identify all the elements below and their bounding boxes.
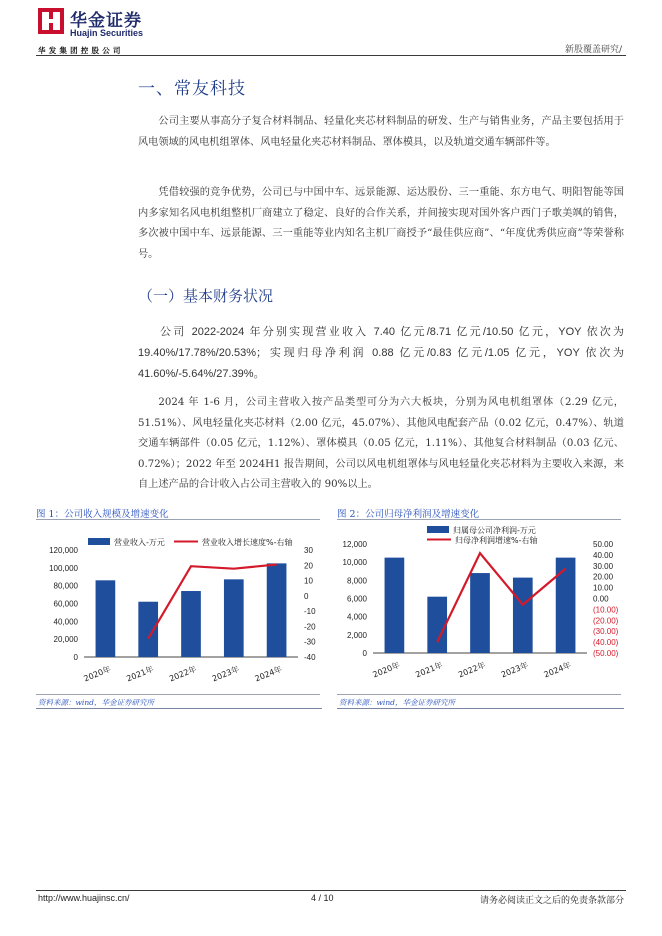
y-axis-tick-label: 40,000 <box>53 617 78 627</box>
figure-source: 资料来源：wind，华金证券研究所 <box>339 698 455 707</box>
bar-2020年 <box>385 558 405 653</box>
legend-label-line: 营业收入增长速度%-右轴 <box>202 538 293 547</box>
y2-axis-tick-label: -20 <box>304 622 316 632</box>
bar-2022年 <box>181 591 201 657</box>
y2-axis-tick-label: (40.00) <box>593 638 619 648</box>
figure-net-profit <box>337 506 623 702</box>
y2-axis-tick-label: -30 <box>304 637 316 647</box>
disclaimer-note: 请务必阅读正文之后的免责条款部分 <box>479 896 624 906</box>
y-axis-tick-label: 4,000 <box>346 612 367 622</box>
legend-label-bar: 归属母公司净利润-万元 <box>453 526 536 535</box>
x-axis-tick-label: 2020年 <box>371 660 402 680</box>
y-axis-tick-label: 20,000 <box>53 635 78 645</box>
x-axis-tick-label: 2020年 <box>82 664 113 684</box>
bar-2024年 <box>267 563 287 657</box>
y-axis-tick-label: 60,000 <box>53 599 78 609</box>
huajin-logo-icon <box>38 8 64 34</box>
source-rule <box>36 708 322 709</box>
y2-axis-tick-label: -10 <box>304 607 316 617</box>
y-axis-tick-label: 0 <box>73 653 78 662</box>
y-axis-tick-label: 8,000 <box>346 576 367 586</box>
y-axis-tick-label: 100,000 <box>49 563 78 573</box>
revenue-chart <box>36 519 322 695</box>
x-axis-tick-label: 2021年 <box>125 664 155 684</box>
brand-name-en: Huajin Securities <box>70 28 144 38</box>
y2-axis-tick-label: 0 <box>304 591 309 601</box>
x-axis-tick-label: 2021年 <box>414 660 444 680</box>
paragraph-business: 公司主要从事高分子复合材料制品、轻量化夹芯材料制品的研发、生产与销售业务，产品主要包括用于风电领域的风电机组罩体、风电轻量化夹芯材料制品、罩体模具，以及轨道交通车辆部件等。 <box>138 116 624 148</box>
y2-axis-tick-label: (50.00) <box>593 649 619 658</box>
legend-swatch-bar <box>88 538 110 545</box>
y-axis-tick-label: 120,000 <box>49 546 78 555</box>
figure-title: 图 2：公司归母净利润及增速变化 <box>337 509 480 520</box>
y2-axis-tick-label: 20 <box>304 561 313 571</box>
footer-website-link[interactable]: http://www.huajinsc.cn/ <box>38 893 130 903</box>
figure-revenue <box>36 506 322 702</box>
bar-2021年 <box>427 597 447 653</box>
y-axis-tick-label: 10,000 <box>342 558 367 568</box>
paragraph-financials: 公司 2022-2024 年分别实现营业收入 7.40 亿元/8.71 亿元/10.50 亿元，YOY 依次为 19.40%/17.78%/20.53%；实现归母净利润 0.88 亿元/0.83 亿元/1.05 亿元，YOY 依次为 41.60%/-5.64%/27.39%。 <box>138 326 624 380</box>
x-axis-tick-label: 2024年 <box>542 660 573 680</box>
page-number: 4 / 10 <box>311 893 334 903</box>
section-title: 一、常友科技 <box>138 79 246 99</box>
growth-line <box>437 553 565 642</box>
x-axis-tick-label: 2024年 <box>253 664 284 684</box>
y2-axis-tick-label: 40.00 <box>593 550 614 560</box>
y2-axis-tick-label: 30.00 <box>593 561 614 571</box>
y2-axis-tick-label: 10 <box>304 576 313 586</box>
paragraph-customers: 凭借较强的竞争优势，公司已与中国中车、远景能源、运达股份、三一重能、东方电气、明阳智能等国内多家知名风电机组整机厂商建立了稳定、良好的合作关系，并间接实现对国外客户西门子歌美飒的销售，多次被中国中车、远景能源、三一重能等业内知名主机厂商授予“最佳供应商”、“年度优秀供应商”等荣誉称号。 <box>138 187 624 260</box>
bar-2021年 <box>138 602 158 657</box>
figure-source: 资料来源：wind，华金证券研究所 <box>38 698 154 707</box>
y2-axis-tick-label: 50.00 <box>593 540 614 549</box>
y-axis-tick-label: 0 <box>362 649 367 658</box>
bar-2024年 <box>556 558 576 653</box>
page-header <box>0 0 662 62</box>
legend-label-bar: 营业收入-万元 <box>114 538 165 547</box>
report-type: 新股覆盖研究/ <box>564 45 622 55</box>
subsection-title: （一）基本财务状况 <box>138 287 274 305</box>
net-profit-chart <box>337 519 625 695</box>
y2-axis-tick-label: (20.00) <box>593 616 619 626</box>
x-axis-tick-label: 2022年 <box>457 660 487 680</box>
y-axis-tick-label: 12,000 <box>342 540 367 549</box>
figure-title: 图 1：公司收入规模及增速变化 <box>36 509 169 520</box>
parent-company: 华发集团控股公司 <box>38 46 124 55</box>
paragraph-revenue-breakdown: 2024 年 1-6 月，公司主营收入按产品类型可分为六大板块，分别为风电机组罩体（2.29 亿元，51.51%）、风电轻量化夹芯材料（2.00 亿元，45.07%）、其他风电配套产品（0.02 亿元，0.47%）、轨道交通车辆部件（0.05 亿元，1.12%）、罩体模具（0.05 亿元，1.11%）、其他复合材料制品（0.03 亿元、0.72%）；2022 年至 2024H1 报告期间，公司以风电机组罩体与风电轻量化夹芯材料为主要收入来源，来自上述产品的合计收入占公司主营收入的 90%以上。 <box>138 397 624 490</box>
bar-2022年 <box>470 573 490 653</box>
y-axis-tick-label: 2,000 <box>346 630 367 640</box>
bar-2023年 <box>224 579 244 657</box>
x-axis-tick-label: 2023年 <box>210 664 241 684</box>
y-axis-tick-label: 6,000 <box>346 594 367 604</box>
bar-2023年 <box>513 578 533 653</box>
x-axis-tick-label: 2022年 <box>168 664 198 684</box>
y2-axis-tick-label: -40 <box>304 653 316 662</box>
footer-rule <box>36 890 626 891</box>
y2-axis-tick-label: 20.00 <box>593 572 614 582</box>
bar-2020年 <box>96 580 116 657</box>
y2-axis-tick-label: 10.00 <box>593 583 614 593</box>
y2-axis-tick-label: 30 <box>304 546 313 555</box>
x-axis-tick-label: 2023年 <box>499 660 530 680</box>
growth-line <box>148 564 276 638</box>
legend-label-line: 归母净利润增速%-右轴 <box>455 536 538 545</box>
y-axis-tick-label: 80,000 <box>53 581 78 591</box>
source-rule <box>337 708 624 709</box>
y2-axis-tick-label: (30.00) <box>593 627 619 637</box>
brand-name-cn: 华金证券 <box>70 11 142 31</box>
header-rule <box>36 55 626 56</box>
legend-swatch-bar <box>427 526 449 533</box>
y2-axis-tick-label: (10.00) <box>593 605 619 615</box>
y2-axis-tick-label: 0.00 <box>593 594 609 604</box>
